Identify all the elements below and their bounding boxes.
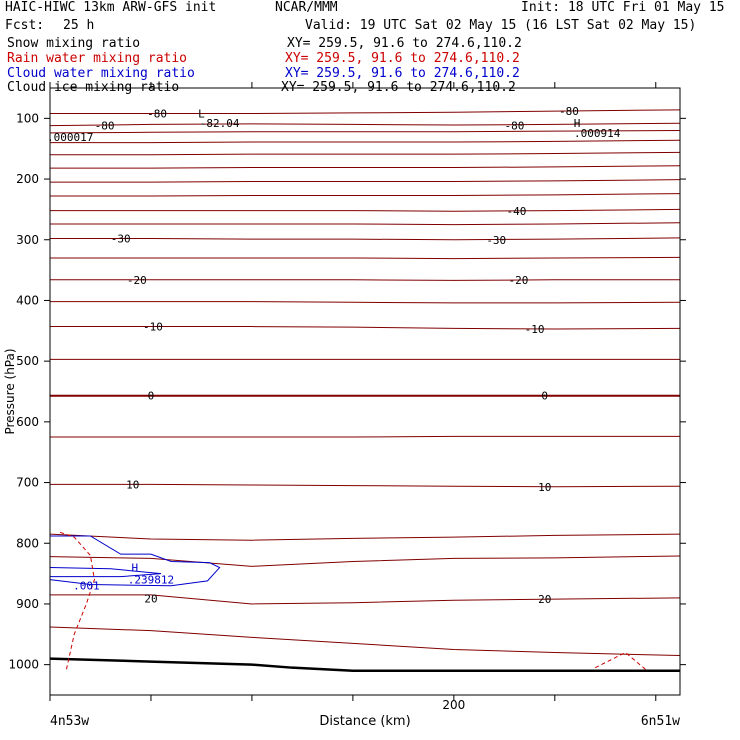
x-right-endpoint-label: 6n51w (640, 714, 680, 729)
contour-label: .000017 (47, 131, 94, 145)
x-axis-label: Distance (km) (319, 714, 411, 729)
isotherm-line (50, 123, 680, 125)
contour-label: -30 (486, 233, 507, 247)
y-tick-label: 500 (16, 354, 39, 369)
contour-label: .000914 (574, 126, 621, 140)
contour-label: 20 (144, 592, 158, 606)
contour-label: -20 (508, 273, 529, 287)
isotherm-line (50, 534, 680, 540)
contour-label: 20 (538, 593, 552, 607)
contour-label: -20 (126, 273, 147, 287)
contour-label: 0 (541, 389, 549, 403)
fcst-label: Fcst: (5, 18, 45, 33)
isotherm-line (50, 238, 680, 240)
contour-label: L (198, 107, 205, 121)
contour-label: -30 (110, 232, 131, 246)
contour-label: -80 (147, 107, 167, 121)
y-axis-label: Pressure (hPa) (3, 348, 17, 435)
contour-label: -10 (143, 320, 163, 334)
y-tick-label: 600 (16, 414, 39, 429)
contour-label: 10 (126, 478, 140, 492)
chart-title: HAIC-HIWC 13km ARW-GFS init (5, 0, 217, 15)
isotherm-line (50, 223, 680, 225)
isotherm-line (50, 166, 680, 168)
fcst-value: 25 h (63, 18, 95, 33)
contour-label: 10 (538, 480, 552, 494)
init-time: Init: 18 UTC Fri 01 May 15 (521, 0, 725, 15)
y-tick-label: 100 (16, 111, 39, 126)
isotherm-line (50, 484, 680, 486)
y-tick-label: 1000 (8, 657, 39, 672)
isotherm-line (50, 257, 680, 258)
legend-snow-xy: XY= 259.5, 91.6 to 274.6,110.2 (287, 36, 522, 51)
legend-cloud-water-xy: XY= 259.5, 91.6 to 274.6,110.2 (285, 66, 520, 81)
isotherm-line (50, 556, 680, 566)
contour-label: -10 (524, 322, 545, 336)
legend-cloud-water-name: Cloud water mixing ratio (7, 66, 195, 81)
isotherm-line (50, 627, 680, 656)
isotherm-line (50, 209, 680, 211)
contour-label: H (573, 117, 581, 131)
legend-cloud-ice-name: Cloud ice mixing ratio (7, 80, 180, 95)
y-tick-label: 900 (16, 596, 39, 611)
isotherm-line (50, 302, 680, 303)
y-tick-label: 800 (16, 536, 39, 551)
contour-label: H (131, 561, 139, 575)
legend-rain-xy: XY= 259.5, 91.6 to 274.6,110.2 (285, 51, 520, 66)
y-tick-label: 200 (16, 172, 39, 187)
isotherm-line (50, 140, 680, 142)
isotherm-line (50, 110, 680, 114)
x-tick-label: 200 (442, 698, 466, 712)
y-tick-label: 400 (16, 293, 39, 308)
contour-label: .001 (73, 579, 100, 593)
contour-label: -80 (559, 105, 579, 119)
ground-surface-line (50, 659, 680, 671)
isotherm-line (50, 180, 680, 182)
isotherm-line (50, 194, 680, 196)
rain-water-contour (595, 653, 645, 670)
contour-label: -80 (94, 119, 115, 133)
rain-water-contour (60, 532, 94, 670)
contour-label: -40 (506, 205, 527, 219)
isotherm-line (50, 152, 680, 154)
legend-rain-name: Rain water mixing ratio (7, 51, 188, 66)
legend-cloud-ice-xy: XY= 259.5, 91.6 to 274.6,110.2 (281, 80, 516, 95)
chart-center: NCAR/MMM (275, 0, 338, 15)
y-tick-label: 700 (16, 475, 39, 490)
contour-label: -82.04 (199, 117, 240, 131)
isotherm-line (50, 436, 680, 437)
legend-snow-name: Snow mixing ratio (7, 36, 141, 51)
contour-label: .239812 (127, 573, 175, 587)
x-left-endpoint-label: 4n53w (50, 714, 90, 729)
contour-label: 0 (147, 389, 155, 403)
y-tick-label: 300 (16, 232, 39, 247)
valid-time: Valid: 19 UTC Sat 02 May 15 (16 LST Sat 02 May 15) (305, 18, 697, 33)
contour-label: -80 (504, 119, 525, 133)
